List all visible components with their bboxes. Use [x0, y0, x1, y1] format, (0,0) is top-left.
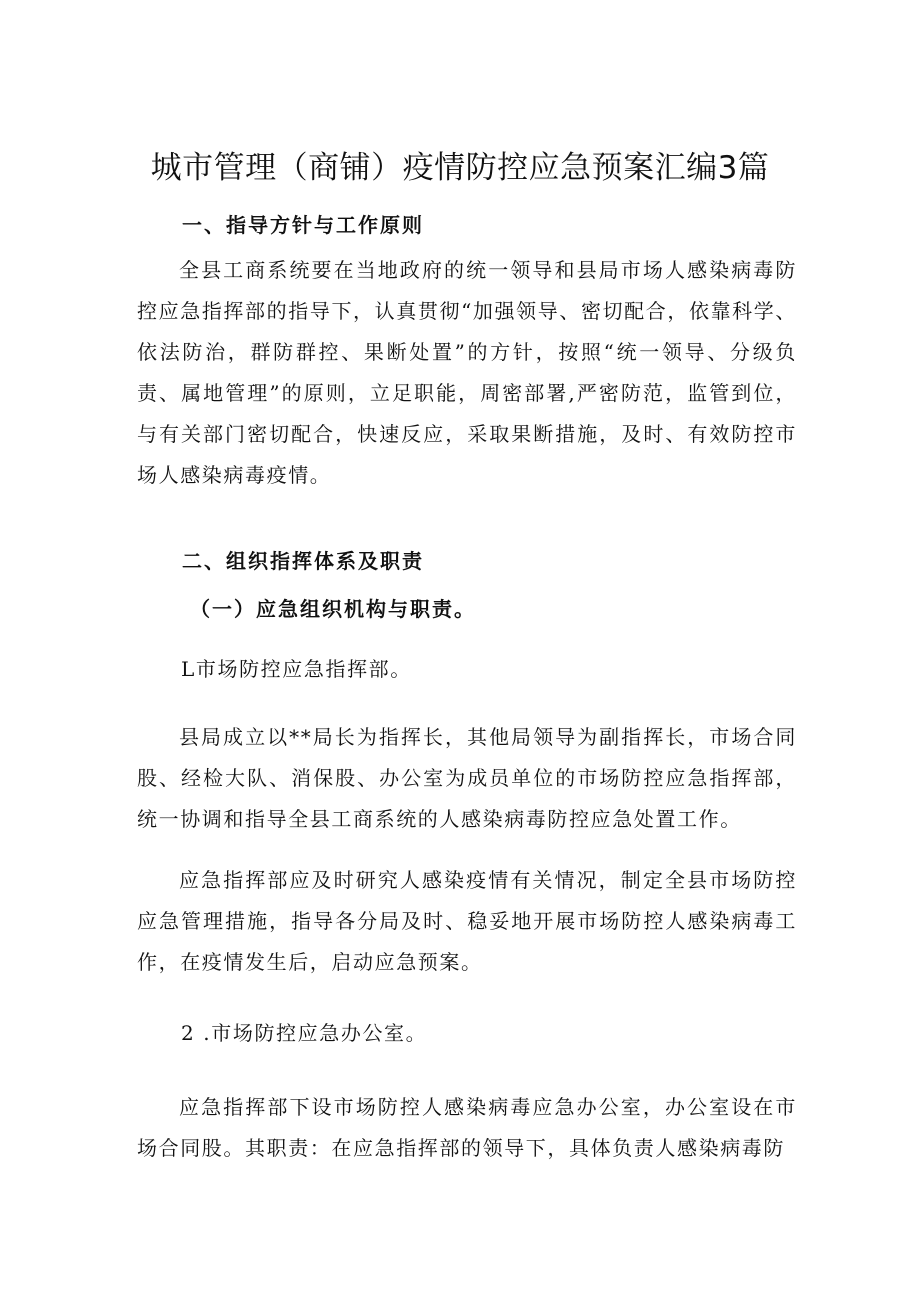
section1-paragraph: 全县工商系统要在当地政府的统一领导和县局市场人感染病毒防控应急指挥部的指导下，认真贯彻“加强领导、密切配合，依靠科学、依法防治，群防群控、果断处置”的方针，按照“统一领导、分级负责、属地管理”的原则，立足职能，周密部署,严密防范，监管到位，与有关部门密切配合，快速反应，采取果断措施，及时、有效防控市场人感染病毒疫情。: [137, 258, 797, 487]
item1-paragraph1: 县局成立以**局长为指挥长，其他局领导为副指挥长，市场合同股、经检大队、消保股、办公室为成员单位的市场防控应急指挥部，统一协调和指导全县工商系统的人感染病毒防控应急处置工作。: [137, 725, 797, 831]
item2-heading: 2 .市场防控应急办公室。: [181, 1021, 428, 1045]
item2-paragraph: 应急指挥部下设市场防控人感染病毒应急办公室，办公室设在市场合同股。其职责：在应急指挥部的领导下，具体负责人感染病毒防: [137, 1095, 797, 1160]
item1-paragraph2: 应急指挥部应及时研究人感染疫情有关情况，制定全县市场防控应急管理措施，指导各分局及时、稳妥地开展市场防控人感染病毒工作，在疫情发生后，启动应急预案。: [137, 868, 797, 974]
item1-heading: L市场防控应急指挥部。: [181, 657, 412, 681]
document-title: 城市管理（商铺）疫情防控应急预案汇编3篇: [150, 150, 770, 186]
section1-heading: 一、指导方针与工作原则: [182, 213, 424, 237]
section2-heading: 二、组织指挥体系及职责: [182, 549, 424, 573]
subsection1-heading: （一）应急组织机构与职责。: [190, 597, 476, 621]
